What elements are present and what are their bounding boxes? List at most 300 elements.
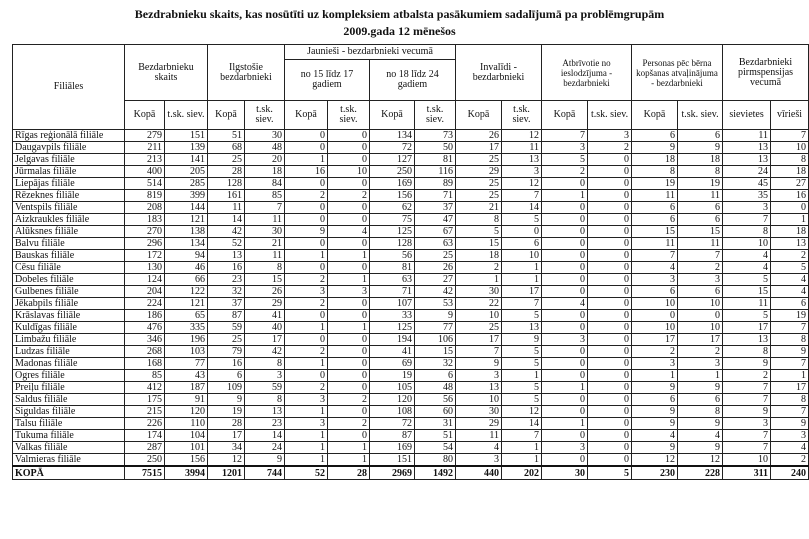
table-cell: 156 (165, 454, 208, 467)
header-bezdarbnieku-skaits: Bezdarbnieku skaits (125, 45, 208, 101)
table-cell: 14 (245, 430, 285, 442)
table-cell: 1 (542, 190, 588, 202)
table-cell: 106 (415, 334, 456, 346)
table-cell: 0 (588, 334, 632, 346)
table-cell: 11 (245, 214, 285, 226)
table-cell: 127 (370, 154, 415, 166)
table-cell: 24 (723, 166, 771, 178)
table-cell: 2 (456, 262, 502, 274)
table-cell: 56 (370, 250, 415, 262)
table-cell: 7 (502, 298, 542, 310)
table-cell: 42 (208, 226, 245, 238)
header-youth-15-17: no 15 līdz 17 gadiem (285, 60, 370, 100)
table-cell: 8 (245, 358, 285, 370)
table-cell: 121 (165, 214, 208, 226)
table-cell: 8 (723, 226, 771, 238)
table-cell: 16 (285, 166, 328, 178)
table-cell: 0 (285, 178, 328, 190)
branch-name: Gulbenes filiāle (13, 286, 125, 298)
table-cell: 12 (502, 406, 542, 418)
table-cell: 514 (125, 178, 165, 190)
branch-name: Liepājas filiāle (13, 178, 125, 190)
table-cell: 0 (328, 406, 370, 418)
table-cell: 2 (678, 346, 723, 358)
table-cell: 151 (165, 130, 208, 142)
table-cell: 13 (771, 238, 809, 250)
table-cell: 0 (285, 238, 328, 250)
table-cell: 9 (632, 382, 678, 394)
table-cell: 15 (723, 286, 771, 298)
table-cell: 10 (632, 322, 678, 334)
table-cell: 8 (245, 262, 285, 274)
table-cell: 29 (456, 166, 502, 178)
table-cell: 14 (502, 202, 542, 214)
table-cell: 7 (456, 346, 502, 358)
table-cell: 311 (723, 466, 771, 480)
table-cell: 0 (588, 394, 632, 406)
table-cell: 6 (632, 130, 678, 142)
table-row (13, 226, 809, 238)
table-cell: 1 (502, 442, 542, 454)
table-cell: 0 (542, 310, 588, 322)
branch-name: Alūksnes filiāle (13, 226, 125, 238)
table-cell: 17 (632, 334, 678, 346)
table-cell: 0 (328, 310, 370, 322)
table-cell: 21 (245, 238, 285, 250)
table-cell: 6 (678, 394, 723, 406)
table-cell: 18 (632, 154, 678, 166)
table-cell: 7 (771, 358, 809, 370)
table-cell: 169 (370, 178, 415, 190)
table-cell: 14 (208, 214, 245, 226)
subheader-tsk-siev: t.sk. siev. (328, 101, 370, 130)
table-cell: 30 (245, 130, 285, 142)
table-cell: 62 (370, 202, 415, 214)
table-cell: 2 (285, 346, 328, 358)
table-cell: 8 (632, 166, 678, 178)
table-cell: 3 (542, 142, 588, 154)
report-period: 2009.gada 12 mēnešos (343, 24, 456, 38)
table-cell: 4 (678, 430, 723, 442)
table-cell: 30 (456, 286, 502, 298)
table-cell: 7 (502, 430, 542, 442)
table-cell: 5 (723, 274, 771, 286)
table-cell: 1 (328, 454, 370, 467)
table-cell: 130 (125, 262, 165, 274)
table-cell: 9 (771, 346, 809, 358)
table-cell: 134 (370, 130, 415, 142)
table-cell: 60 (415, 406, 456, 418)
table-cell: 0 (588, 286, 632, 298)
table-cell: 0 (328, 154, 370, 166)
table-row (13, 442, 809, 454)
table-cell: 139 (165, 142, 208, 154)
table-cell: 250 (370, 166, 415, 178)
table-cell: 10 (456, 310, 502, 322)
table-cell: 0 (542, 202, 588, 214)
table-cell: 2 (328, 418, 370, 430)
table-cell: 65 (165, 310, 208, 322)
table-cell: 101 (165, 442, 208, 454)
table-cell: 1 (771, 214, 809, 226)
table-cell: 6 (632, 394, 678, 406)
table-row (13, 286, 809, 298)
table-cell: 42 (415, 286, 456, 298)
table-row (13, 154, 809, 166)
table-cell: 5 (456, 226, 502, 238)
subheader-tsk-siev: t.sk. siev. (502, 101, 542, 130)
table-cell: 80 (415, 454, 456, 467)
table-cell: 1 (502, 370, 542, 382)
table-cell: 35 (723, 190, 771, 202)
table-cell: 7 (723, 394, 771, 406)
table-cell: 204 (125, 286, 165, 298)
table-cell: 13 (723, 154, 771, 166)
table-cell: 187 (165, 382, 208, 394)
subheader-tsk-siev: t.sk. siev. (165, 101, 208, 130)
table-cell: 296 (125, 238, 165, 250)
table-cell: 224 (125, 298, 165, 310)
branch-name: Jelgavas filiāle (13, 154, 125, 166)
table-cell: 2 (285, 190, 328, 202)
table-cell: 0 (542, 358, 588, 370)
table-row (13, 430, 809, 442)
table-cell: 103 (165, 346, 208, 358)
table-cell: 11 (678, 190, 723, 202)
table-cell: 5 (502, 382, 542, 394)
table-cell: 7 (771, 406, 809, 418)
table-cell: 8 (678, 166, 723, 178)
table-cell: 13 (502, 322, 542, 334)
table-row (13, 250, 809, 262)
table-cell: 0 (542, 370, 588, 382)
table-cell: 215 (125, 406, 165, 418)
table-cell: 30 (245, 226, 285, 238)
table-cell: 440 (456, 466, 502, 480)
table-cell: 15 (245, 274, 285, 286)
table-cell: 175 (125, 394, 165, 406)
table-cell: 51 (208, 130, 245, 142)
table-cell: 72 (370, 418, 415, 430)
subheader-tsk-siev: t.sk. siev. (415, 101, 456, 130)
table-cell: 19 (678, 178, 723, 190)
table-cell: 196 (165, 334, 208, 346)
branch-name: Valmieras filiāle (13, 454, 125, 467)
table-cell: 7 (245, 202, 285, 214)
table-cell: 15 (678, 226, 723, 238)
table-cell: 9 (632, 418, 678, 430)
table-cell: 0 (588, 358, 632, 370)
report-title: Bezdrabnieku skaits, kas nosūtīti uz kompleksiem atbalsta pasākumiem sadalījumā pa problēmgrupām (134, 7, 665, 21)
table-cell: 11 (632, 190, 678, 202)
table-cell: 27 (771, 178, 809, 190)
table-cell: 0 (588, 430, 632, 442)
table-cell: 0 (588, 418, 632, 430)
table-cell: 9 (415, 310, 456, 322)
table-cell: 67 (415, 226, 456, 238)
table-cell: 28 (208, 418, 245, 430)
table-cell: 134 (165, 238, 208, 250)
table-cell: 0 (328, 382, 370, 394)
table-cell: 2 (771, 454, 809, 467)
table-cell: 29 (245, 298, 285, 310)
table-row (13, 322, 809, 334)
header-personas-pec-berna: Personas pēc bērna kopšanas atvaļinājuma - bezdarbnieki (632, 45, 723, 101)
table-cell: 13 (502, 154, 542, 166)
table-cell: 13 (245, 406, 285, 418)
table-cell: 0 (542, 406, 588, 418)
table-cell: 0 (285, 310, 328, 322)
table-cell: 6 (502, 238, 542, 250)
table-cell: 17 (456, 334, 502, 346)
table-cell: 0 (542, 214, 588, 226)
table-cell: 0 (588, 322, 632, 334)
table-cell: 2 (723, 370, 771, 382)
table-cell: 3 (771, 430, 809, 442)
table-cell: 2 (328, 394, 370, 406)
header-jauniesi (285, 45, 456, 101)
table-cell: 0 (542, 262, 588, 274)
table-cell: 110 (165, 418, 208, 430)
table-cell: 59 (208, 322, 245, 334)
table-cell: 7 (723, 214, 771, 226)
table-cell: 73 (415, 130, 456, 142)
table-cell: 4 (632, 262, 678, 274)
table-cell: 20 (245, 154, 285, 166)
table-cell: 104 (165, 430, 208, 442)
table-cell: 6 (632, 286, 678, 298)
branch-name: Preiļu filiāle (13, 382, 125, 394)
table-cell: 11 (632, 238, 678, 250)
table-cell: 161 (208, 190, 245, 202)
table-cell: 10 (502, 250, 542, 262)
table-cell: 3 (542, 442, 588, 454)
table-cell: 0 (328, 298, 370, 310)
table-cell: 69 (370, 358, 415, 370)
table-cell: 13 (208, 250, 245, 262)
table-cell: 2 (285, 274, 328, 286)
table-cell: 0 (588, 346, 632, 358)
table-cell: 3 (723, 202, 771, 214)
table-cell: 7 (723, 442, 771, 454)
table-cell: 9 (502, 334, 542, 346)
subheader-kopa: Kopā (208, 101, 245, 130)
branch-name: Aizkraukles filiāle (13, 214, 125, 226)
table-cell: 168 (125, 358, 165, 370)
table-cell: 12 (502, 130, 542, 142)
table-cell: 11 (245, 250, 285, 262)
table-cell: 10 (328, 166, 370, 178)
table-cell: 37 (208, 298, 245, 310)
table-cell: 1 (502, 262, 542, 274)
header-filiales: Filiāles (13, 45, 125, 130)
table-cell: 1 (285, 154, 328, 166)
branch-name: Ogres filiāle (13, 370, 125, 382)
header-pirmspensijas: Bezdarbnieki pirmspensijas vecumā (723, 45, 809, 101)
table-cell: 30 (456, 406, 502, 418)
table-cell: 128 (370, 238, 415, 250)
table-cell: 48 (415, 382, 456, 394)
table-cell: 17 (502, 286, 542, 298)
table-cell: 94 (165, 250, 208, 262)
branch-name: Rēzeknes filiāle (13, 190, 125, 202)
table-cell: 51 (415, 430, 456, 442)
table-cell: 25 (208, 154, 245, 166)
table-cell: 6 (678, 286, 723, 298)
table-cell: 0 (328, 202, 370, 214)
table-cell: 186 (125, 310, 165, 322)
table-cell: 81 (415, 154, 456, 166)
table-cell: 30 (542, 466, 588, 480)
table-cell: 91 (165, 394, 208, 406)
table-cell: 1 (285, 250, 328, 262)
table-row (13, 394, 809, 406)
table-cell: 18 (678, 154, 723, 166)
table-cell: 16 (208, 262, 245, 274)
branch-name: Kuldīgas filiāle (13, 322, 125, 334)
branch-name: Valkas filiāle (13, 442, 125, 454)
table-cell: 12 (678, 454, 723, 467)
table-cell: 400 (125, 166, 165, 178)
branch-name: Bauskas filiāle (13, 250, 125, 262)
table-cell: 10 (632, 298, 678, 310)
table-cell: 205 (165, 166, 208, 178)
table-cell: 11 (723, 298, 771, 310)
table-cell: 121 (165, 298, 208, 310)
table-cell: 285 (165, 178, 208, 190)
table-cell: 5 (588, 466, 632, 480)
table-cell: 34 (208, 442, 245, 454)
table-cell: 412 (125, 382, 165, 394)
table-cell: 12 (632, 454, 678, 467)
table-cell: 9 (771, 418, 809, 430)
table-cell: 9 (723, 406, 771, 418)
table-cell: 0 (285, 370, 328, 382)
table-cell: 13 (723, 142, 771, 154)
branch-name: Jēkabpils filiāle (13, 298, 125, 310)
table-cell: 7 (542, 130, 588, 142)
table-cell: 41 (245, 310, 285, 322)
table-cell: 4 (328, 226, 370, 238)
table-cell: 0 (328, 358, 370, 370)
table-cell: 63 (415, 238, 456, 250)
table-row (13, 202, 809, 214)
table-row (13, 310, 809, 322)
branch-name: Dobeles filiāle (13, 274, 125, 286)
table-cell: 2 (542, 166, 588, 178)
table-cell: 3994 (165, 466, 208, 480)
table-cell: 3 (456, 370, 502, 382)
table-row (13, 370, 809, 382)
table-cell: 213 (125, 154, 165, 166)
table-cell: 27 (415, 274, 456, 286)
table-cell: 1 (771, 370, 809, 382)
table-cell: 14 (502, 418, 542, 430)
table-cell: 3 (285, 286, 328, 298)
table-row (13, 334, 809, 346)
table-row (13, 190, 809, 202)
header-jauniesi-title: Jaunieši - bezdarbnieki vecumā (285, 45, 455, 60)
table-cell: 124 (125, 274, 165, 286)
table-cell: 0 (588, 382, 632, 394)
branch-name: Ludzas filiāle (13, 346, 125, 358)
table-row (13, 130, 809, 142)
table-cell: 0 (588, 250, 632, 262)
table-cell: 399 (165, 190, 208, 202)
table-cell: 31 (415, 418, 456, 430)
table-cell: 7 (632, 250, 678, 262)
subheader-tsk-siev: t.sk. siev. (678, 101, 723, 130)
table-cell: 125 (370, 322, 415, 334)
table-row (13, 214, 809, 226)
table-cell: 0 (588, 226, 632, 238)
table-cell: 2 (771, 250, 809, 262)
table-cell: 0 (285, 202, 328, 214)
table-cell: 0 (588, 442, 632, 454)
table-row (13, 166, 809, 178)
table-cell: 208 (125, 202, 165, 214)
table-cell: 0 (588, 178, 632, 190)
table-cell: 77 (165, 358, 208, 370)
table-cell: 0 (328, 346, 370, 358)
table-cell: 13 (456, 382, 502, 394)
table-cell: 3 (456, 454, 502, 467)
table-cell: 11 (502, 142, 542, 154)
table-cell: 10 (723, 238, 771, 250)
table-cell: 0 (588, 202, 632, 214)
table-cell: 0 (328, 334, 370, 346)
table-cell: 15 (415, 346, 456, 358)
table-cell: 10 (678, 298, 723, 310)
table-cell: 9 (632, 406, 678, 418)
table-cell: 4 (771, 286, 809, 298)
table-row (13, 142, 809, 154)
table-cell: 1201 (208, 466, 245, 480)
table-cell: 3 (723, 418, 771, 430)
table-cell: 3 (632, 358, 678, 370)
table-cell: 15 (456, 238, 502, 250)
table-cell: 53 (415, 298, 456, 310)
table-cell: 32 (415, 358, 456, 370)
table-cell: 2 (588, 142, 632, 154)
table-cell: 7 (502, 190, 542, 202)
table-cell: 5 (542, 154, 588, 166)
table-cell: 52 (208, 238, 245, 250)
table-cell: 9 (285, 226, 328, 238)
table-cell: 10 (678, 322, 723, 334)
table-cell: 1 (542, 418, 588, 430)
table-cell: 6 (678, 202, 723, 214)
table-cell: 18 (771, 166, 809, 178)
table-cell: 2 (328, 190, 370, 202)
table-cell: 26 (456, 130, 502, 142)
table-cell: 77 (415, 322, 456, 334)
table-cell: 1 (285, 358, 328, 370)
table-cell: 63 (370, 274, 415, 286)
table-cell: 1 (285, 430, 328, 442)
branch-name: Rīgas reģionālā filiāle (13, 130, 125, 142)
table-cell: 0 (588, 298, 632, 310)
table-cell: 8 (678, 406, 723, 418)
table-cell: 17 (723, 322, 771, 334)
table-row (13, 346, 809, 358)
table-cell: 0 (328, 130, 370, 142)
table-row (13, 238, 809, 250)
table-cell: 7515 (125, 466, 165, 480)
table-cell: 56 (415, 394, 456, 406)
table-cell: 0 (328, 262, 370, 274)
table-cell: 1 (328, 322, 370, 334)
